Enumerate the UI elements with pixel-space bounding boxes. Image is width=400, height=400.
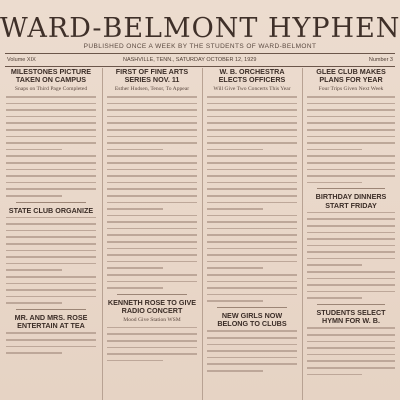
story-body-text [6,217,96,304]
story-headline: KENNETH ROSE TO GIVE RADIO CONCERT [107,297,197,316]
issue-number: Number 3 [368,57,393,63]
story-body-text [6,332,96,353]
dateline [5,57,395,66]
story-headline: MR. AND MRS. ROSE ENTERTAIN AT TEA [14,313,88,331]
story-subheadline: Esther Hudsen, Tenor, To Appear [114,86,190,93]
masthead-rule-bottom [5,66,395,67]
story-subheadline: Mood Give Station WSM [123,317,181,324]
masthead-tagline: PUBLISHED ONCE A WEEK BY THE STUDENTS OF WARD-BELMONT [83,43,317,50]
story-body-text [107,327,197,362]
story-headline: STATE CLUB ORGANIZE [8,205,94,215]
masthead-rule-top [5,53,395,54]
volume-label: Volume XIX [7,57,36,63]
column-4 [307,68,395,400]
masthead-title: WARD-BELMONT HYPHEN [0,13,400,44]
story-headline: BIRTHDAY DINNERS START FRIDAY [315,192,387,210]
story-headline: FIRST OF FINE ARTS SERIES NOV. 11 [115,68,189,85]
story-headline: W. B. ORCHESTRA ELECTS OFFICERS [218,68,286,85]
story-body-text [6,96,96,197]
story-body-text [307,327,395,375]
story-divider [317,304,385,305]
story-divider [317,188,385,189]
story-body-text [307,96,395,183]
story-divider [117,294,187,295]
column-divider [102,68,103,400]
story-headline: NEW GIRLS NOW BELONG TO CLUBS [217,311,287,329]
story-divider [217,307,287,308]
story-subheadline: Snaps on Third Page Completed [14,86,88,93]
story-divider [16,309,86,310]
story-body-text [207,96,297,302]
column-divider [302,68,303,400]
story-body-text [107,96,197,289]
story-body-text [307,212,395,299]
story-divider [16,202,86,203]
column-2 [107,68,197,400]
story-headline: STUDENTS SELECT HYMN FOR W. B. [316,308,386,326]
story-subheadline: Will Give Two Concerts This Year [213,86,291,93]
column-divider [202,68,203,400]
story-headline: GLEE CLUB MAKES PLANS FOR YEAR [316,68,386,85]
story-headline: MILESTONES PICTURE TAKEN ON CAMPUS [10,68,92,85]
story-body-text [207,330,297,371]
place-date: NASHVILLE, TENN., SATURDAY OCTOBER 12, 1929 [123,57,257,63]
column-1 [6,68,96,400]
story-subheadline: Four Trips Given Next Week [318,86,384,93]
column-3 [207,68,297,400]
